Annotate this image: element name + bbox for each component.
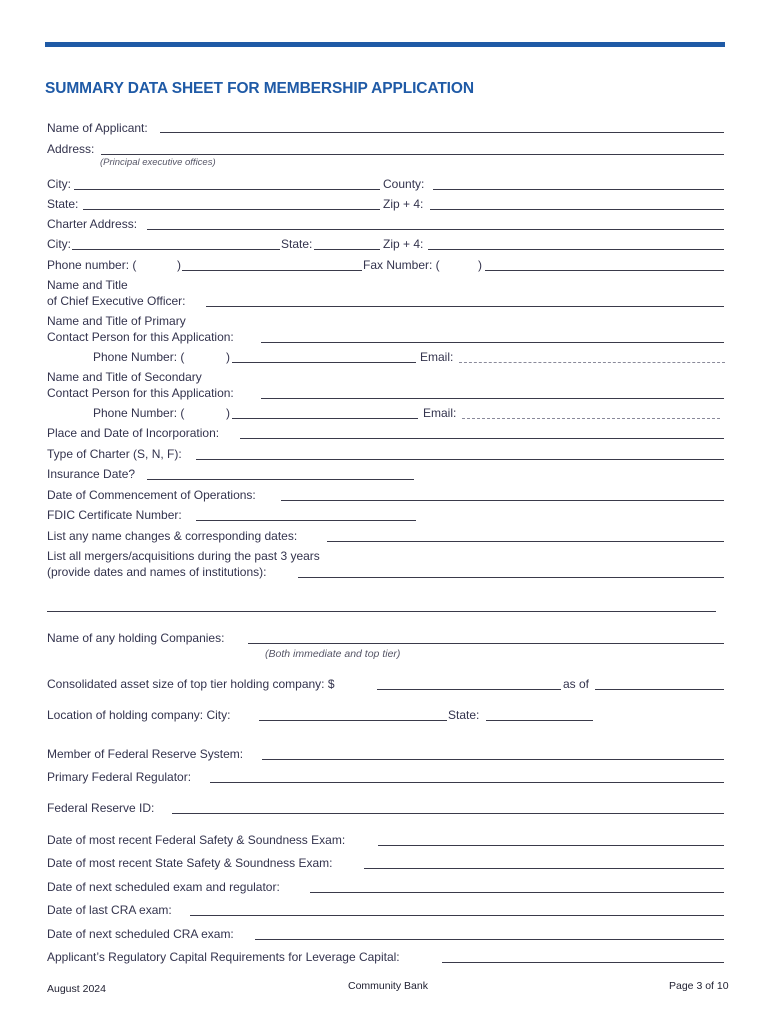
- fax-number-field[interactable]: [485, 270, 724, 271]
- mergers-field[interactable]: [298, 577, 724, 578]
- footer-page-number: Page 3 of 10: [669, 980, 729, 992]
- primary-contact-field[interactable]: [261, 342, 724, 343]
- insurance-date-label: Insurance Date?: [47, 467, 136, 481]
- primary-email-field[interactable]: [459, 362, 725, 363]
- fax-number-label: Fax Number: (: [363, 258, 440, 272]
- last-cra-field[interactable]: [190, 915, 724, 916]
- fdic-certificate-label: FDIC Certificate Number:: [47, 508, 182, 522]
- phone-number-label: Phone number: (: [47, 258, 137, 272]
- primary-contact-label-line1: Name and Title of Primary: [47, 314, 186, 328]
- next-exam-field[interactable]: [310, 892, 724, 893]
- primary-regulator-label: Primary Federal Regulator:: [47, 770, 192, 784]
- state-exam-field[interactable]: [364, 868, 724, 869]
- secondary-phone-label: Phone Number: (: [93, 406, 185, 420]
- secondary-phone-close-paren: ): [226, 406, 230, 420]
- mergers-label-line1: List all mergers/acquisitions during the past 3 years: [47, 549, 320, 563]
- charter-zip-field[interactable]: [428, 249, 724, 250]
- incorporation-label: Place and Date of Incorporation:: [47, 426, 220, 440]
- insurance-date-field[interactable]: [147, 479, 414, 480]
- primary-contact-label-line2: Contact Person for this Application:: [47, 330, 234, 344]
- ceo-label-line2: of Chief Executive Officer:: [47, 294, 186, 308]
- phone-close-paren: ): [177, 258, 181, 272]
- fed-member-field[interactable]: [262, 759, 724, 760]
- address-field[interactable]: [101, 154, 724, 155]
- charter-state-label: State:: [281, 237, 313, 251]
- header-rule: [45, 42, 725, 47]
- footer-center: Community Bank: [348, 980, 428, 992]
- holding-city-field[interactable]: [259, 720, 447, 721]
- secondary-contact-label-line2: Contact Person for this Application:: [47, 386, 234, 400]
- incorporation-field[interactable]: [240, 438, 724, 439]
- primary-phone-close-paren: ): [226, 350, 230, 364]
- primary-regulator-field[interactable]: [210, 782, 724, 783]
- county-label: County:: [383, 177, 425, 191]
- charter-city-label: City:: [47, 237, 71, 251]
- address-label: Address:: [47, 142, 95, 156]
- as-of-label: as of: [563, 677, 590, 691]
- name-of-applicant-field[interactable]: [160, 132, 724, 133]
- primary-phone-field[interactable]: [232, 362, 416, 363]
- capital-requirements-label: Applicant’s Regulatory Capital Requirements for Leverage Capital:: [47, 950, 400, 964]
- ceo-label-line1: Name and Title: [47, 278, 128, 292]
- secondary-contact-label-line1: Name and Title of Secondary: [47, 370, 202, 384]
- fed-reserve-id-label: Federal Reserve ID:: [47, 801, 155, 815]
- secondary-email-field[interactable]: [462, 418, 720, 419]
- charter-type-field[interactable]: [196, 459, 724, 460]
- capital-requirements-field[interactable]: [442, 962, 724, 963]
- next-exam-label: Date of next scheduled exam and regulator:: [47, 880, 280, 894]
- fed-reserve-id-field[interactable]: [172, 813, 724, 814]
- city-field[interactable]: [74, 189, 380, 190]
- holding-state-field[interactable]: [486, 720, 593, 721]
- holding-companies-label: Name of any holding Companies:: [47, 631, 225, 645]
- asset-size-field[interactable]: [377, 689, 561, 690]
- fax-close-paren: ): [478, 258, 482, 272]
- primary-email-label: Email:: [420, 350, 454, 364]
- zip-field[interactable]: [430, 209, 724, 210]
- holding-companies-hint: (Both immediate and top tier): [265, 648, 401, 660]
- last-cra-label: Date of last CRA exam:: [47, 903, 172, 917]
- mergers-field-continued[interactable]: [47, 611, 716, 612]
- charter-type-label: Type of Charter (S, N, F):: [47, 447, 182, 461]
- secondary-contact-field[interactable]: [261, 398, 724, 399]
- charter-address-label: Charter Address:: [47, 217, 138, 231]
- zip-label: Zip + 4:: [383, 197, 424, 211]
- charter-state-field[interactable]: [314, 249, 380, 250]
- mergers-label-line2: (provide dates and names of institutions):: [47, 565, 267, 579]
- federal-exam-field[interactable]: [378, 845, 724, 846]
- name-changes-label: List any name changes & corresponding dates:: [47, 529, 298, 543]
- federal-exam-label: Date of most recent Federal Safety & Soundness Exam:: [47, 833, 346, 847]
- secondary-phone-field[interactable]: [232, 418, 418, 419]
- commencement-label: Date of Commencement of Operations:: [47, 488, 256, 502]
- page-title: SUMMARY DATA SHEET FOR MEMBERSHIP APPLICATION: [45, 80, 474, 97]
- address-hint: (Principal executive offices): [100, 157, 216, 168]
- next-cra-field[interactable]: [255, 939, 724, 940]
- as-of-field[interactable]: [595, 689, 724, 690]
- county-field[interactable]: [433, 189, 724, 190]
- asset-size-label: Consolidated asset size of top tier holding company: $: [47, 677, 335, 691]
- holding-city-label: Location of holding company: City:: [47, 708, 231, 722]
- charter-zip-label: Zip + 4:: [383, 237, 424, 251]
- holding-state-label: State:: [448, 708, 480, 722]
- name-changes-field[interactable]: [327, 541, 724, 542]
- holding-companies-field[interactable]: [248, 643, 724, 644]
- charter-city-field[interactable]: [72, 249, 280, 250]
- fed-member-label: Member of Federal Reserve System:: [47, 747, 244, 761]
- name-of-applicant-label: Name of Applicant:: [47, 121, 148, 135]
- fdic-certificate-field[interactable]: [196, 520, 416, 521]
- ceo-field[interactable]: [206, 306, 724, 307]
- state-exam-label: Date of most recent State Safety & Soundness Exam:: [47, 856, 333, 870]
- state-label: State:: [47, 197, 79, 211]
- footer-date: August 2024: [47, 983, 106, 995]
- commencement-field[interactable]: [281, 500, 724, 501]
- city-label: City:: [47, 177, 71, 191]
- state-field[interactable]: [83, 209, 380, 210]
- secondary-email-label: Email:: [423, 406, 457, 420]
- charter-address-field[interactable]: [147, 229, 724, 230]
- next-cra-label: Date of next scheduled CRA exam:: [47, 927, 234, 941]
- primary-phone-label: Phone Number: (: [93, 350, 185, 364]
- phone-number-field[interactable]: [182, 270, 362, 271]
